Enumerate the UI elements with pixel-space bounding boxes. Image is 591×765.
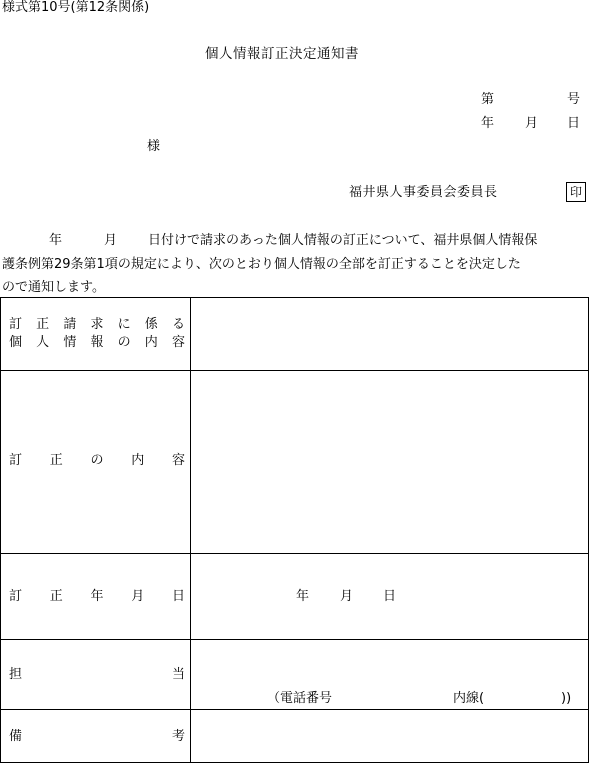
form-id: 様式第10号(第12条関係) [2, 0, 150, 15]
label-correction-date: 訂 正 年 月 日 [9, 589, 185, 604]
label-request-line1: 訂 正 請 求 に 係 る [9, 317, 185, 332]
row-remarks [1, 709, 588, 763]
body-year: 年 [48, 233, 62, 248]
body-month: 月 [103, 233, 117, 248]
notice-number-prefix: 第 [481, 92, 495, 107]
row-request-content [1, 298, 588, 370]
seal-box: 印 [566, 182, 586, 202]
row-correction-date [1, 553, 588, 639]
notice-number-suffix: 号 [567, 92, 581, 107]
date-value-year: 年 [296, 589, 310, 604]
recipient-honorific: 様 [147, 139, 161, 154]
label-remarks: 備 考 [9, 729, 185, 744]
date-value-month: 月 [340, 589, 354, 604]
row-correction-content [1, 370, 588, 553]
body-line-2: 護条例第29条第1項の規定により、次のとおり個人情報の全部を訂正することを決定した [2, 257, 521, 272]
notice-date-day: 日 [567, 116, 581, 131]
notice-date-month: 月 [525, 116, 539, 131]
issuer-name: 福井県人事委員会委員長 [349, 185, 498, 200]
contact-close: )) [561, 691, 572, 706]
contact-phone: （電話番号 [267, 691, 333, 706]
contact-extension: 内線( [453, 691, 485, 706]
body-line-3: ので通知します。 [2, 280, 105, 295]
body-line-1 [2, 233, 537, 249]
body-line-1-text: 日付けで請求のあった個人情報の訂正について、福井県個人情報保 [148, 233, 538, 248]
label-correction-content: 訂 正 の 内 容 [9, 453, 185, 468]
date-value-day: 日 [383, 589, 397, 604]
notice-date-year: 年 [481, 116, 495, 131]
row-contact [1, 639, 588, 709]
label-contact: 担 当 [9, 667, 185, 682]
document-title: 個人情報訂正決定通知書 [205, 46, 359, 62]
decision-table [0, 297, 589, 763]
label-request-line2: 個 人 情 報 の 内 容 [9, 335, 185, 350]
